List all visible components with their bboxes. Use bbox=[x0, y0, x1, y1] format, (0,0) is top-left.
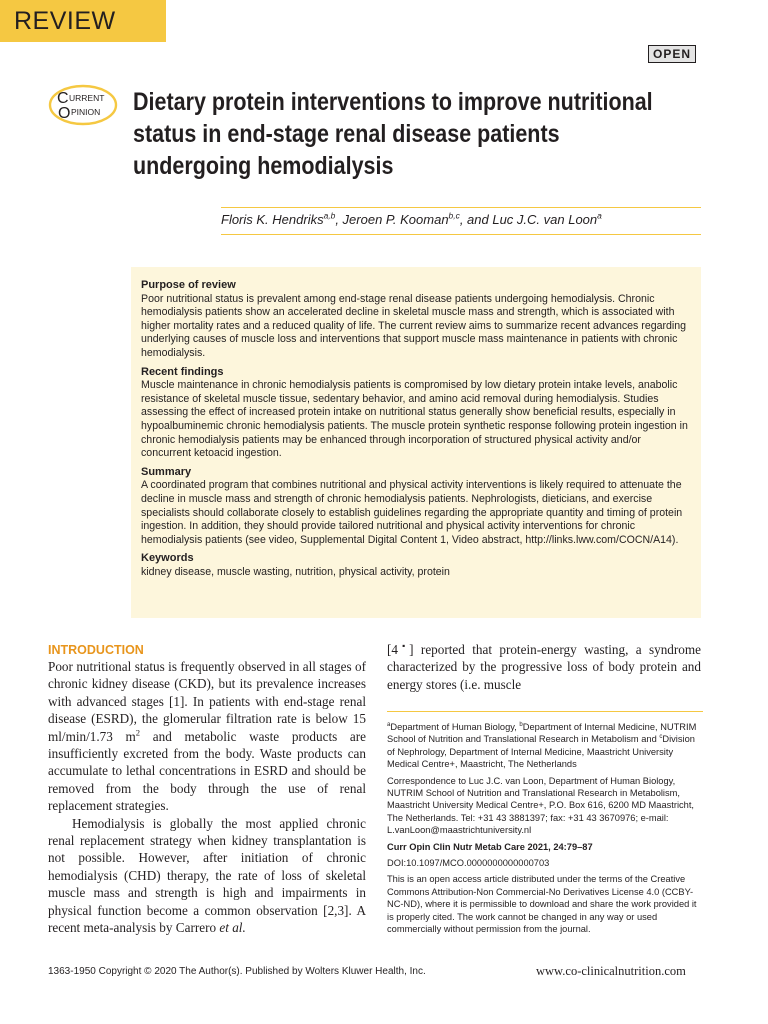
article-notes bbox=[387, 721, 703, 940]
author-name: Jeroen P. Kooman bbox=[342, 212, 449, 227]
author-rule bbox=[221, 234, 701, 235]
svg-text:PINION: PINION bbox=[71, 107, 101, 117]
body-paragraph: [4▪] reported that protein-energy wasting, a syndrome characterized by the progressive loss of body protein and energy stores (i.e. muscle bbox=[387, 640, 701, 692]
author-list: Floris K. Hendriks$^{a,b}$, Jeroen P. Kooman$^{b,c}$, and Luc J.C. van Loon$^a$ bbox=[221, 210, 602, 227]
journal-citation: Curr Opin Clin Nutr Metab Care 2021, 24:79–87 bbox=[387, 841, 593, 852]
purpose-text: Poor nutritional status is prevalent among end-stage renal disease patients undergoing hemodialysis. Chronic hemodialysis patients show an accelerated decline in skeletal muscle mass and strength, which is associated with higher mortality rates and a reduced quality of life. The current review aims to summarize recent advances regarding underlying causes of muscle loss and interventions that support muscle mass maintenance in patients with chronic hemodialysis. bbox=[141, 292, 687, 359]
svg-text:C: C bbox=[57, 90, 69, 107]
footer-website: www.co-clinicalnutrition.com bbox=[536, 964, 686, 978]
open-access-badge: OPEN bbox=[648, 45, 696, 63]
svg-text:URRENT: URRENT bbox=[69, 93, 105, 103]
title-line: status in end-stage renal disease patients bbox=[133, 120, 560, 148]
purpose-heading: Purpose of review bbox=[141, 279, 236, 291]
findings-text: Muscle maintenance in chronic hemodialysis patients is compromised by low dietary protein intake levels, anabolic resistance of skeletal muscle tissue, sedentary behavior, and amino acid removal during hemodialysis. Studies assessing the effect of increased protein intake on nutritional status generally show beneficial results, especially in hypoalbuminemic chronic hemodialysis patients. The muscle protein synthetic response following protein ingestion in chronic hemodialysis patients may be enhanced through incorporation of structured physical activity and/or concurrent ketoacid ingestion. bbox=[141, 379, 688, 460]
summary-heading: Summary bbox=[141, 465, 192, 478]
section-tab: REVIEW bbox=[0, 0, 166, 42]
keywords-text: kidney disease, muscle wasting, nutrition, physical activity, protein bbox=[141, 565, 450, 578]
author-name: Luc J.C. van Loon bbox=[492, 212, 598, 227]
title-line: undergoing hemodialysis bbox=[133, 152, 394, 180]
body-paragraph: Hemodialysis is globally the most applied chronic renal replacement strategy when kidney transplantation is not possible. However, after initiation of chronic hemodialysis (CHD) therapy, the rate of loss of skeletal muscle mass and strength is high and impairments in physical function become a common observation [2,3]. A recent meta-analysis by Carrero et al. bbox=[48, 815, 366, 936]
correspondence: Correspondence to Luc J.C. van Loon, Department of Human Biology, NUTRIM School of Nutrition and Translational Research in Metabolism, Maastricht University Medical Centre+, P.O. Box 616, 6200 MD Maastricht, The Netherlands. Tel: +31 43 3881397; fax: +31 43 3670976; e-mail: L.vanLoon@maastrichtuniversity.nl bbox=[387, 775, 695, 836]
doi: DOI:10.1097/MCO.0000000000000703 bbox=[387, 858, 550, 869]
footer-copyright: 1363-1950 Copyright © 2020 The Author(s). Published by Wolters Kluwer Health, Inc. bbox=[48, 966, 426, 977]
notes-rule bbox=[387, 711, 703, 712]
body-right-column bbox=[387, 641, 701, 693]
reference-marker: ▪ bbox=[398, 640, 410, 651]
affiliations: $^a$Department of Human Biology, $^b$Department of Internal Medicine, NUTRIM School of Nutrition and Translational Research in Metabolism and $^c$Division of Nephrology, Department of Internal Medicine, Maastricht University Medical Centre+, Maastricht, The Netherlands bbox=[387, 721, 697, 770]
body-paragraph: Poor nutritional status is frequently observed in all stages of chronic kidney disease (CKD), but its prevalence increases with advanced stages [1]. In patients with end-stage renal disease (ESRD), the glomerular filtration rate is below 15 ml/min/1.73 $m^2$ and metabolic waste products are insufficiently excreted from the body. Waste products can accumulate to lethal concentrations in ESRD and should be removed from the body through the use of renal replacement strategies. bbox=[48, 659, 367, 814]
author-affiliation: a,b bbox=[323, 210, 336, 221]
author-affiliation: a bbox=[597, 210, 602, 221]
article-title bbox=[133, 86, 653, 182]
svg-text:O: O bbox=[58, 105, 71, 122]
title-line: Dietary protein interventions to improve nutritional bbox=[133, 88, 653, 116]
abstract-box bbox=[131, 267, 701, 618]
license-text: This is an open access article distributed under the terms of the Creative Commons Attribution-Non Commercial-No Derivatives License 4.0 (CCBY-NC-ND), where it is permissible to download and share the work provided it is properly cited. The work cannot be changed in any way or used commercially without permission from the journal. bbox=[387, 874, 697, 935]
body-left-column bbox=[48, 658, 366, 937]
introduction-heading: INTRODUCTION bbox=[48, 643, 144, 657]
findings-heading: Recent findings bbox=[141, 365, 224, 378]
author-affiliation: b,c bbox=[448, 210, 460, 221]
keywords-heading: Keywords bbox=[141, 552, 194, 565]
current-opinion-logo bbox=[48, 84, 118, 126]
summary-text: A coordinated program that combines nutritional and physical activity interventions is likely required to attenuate the decline in muscle mass and strength of chronic hemodialysis patients. Nephrologists, dieticians, and exercise specialists should collaborate closely to establish guidelines regarding the appropriate quantity and timing of protein ingestion. In addition, they should provide tailored nutritional and physical activity interventions for chronic hemodialysis patients (see video, Supplemental Digital Content 1, Video abstract, http://links.lww.com/COCN/A14). bbox=[141, 479, 683, 546]
author-name: Floris K. Hendriks bbox=[221, 212, 324, 227]
title-rule bbox=[221, 207, 701, 208]
